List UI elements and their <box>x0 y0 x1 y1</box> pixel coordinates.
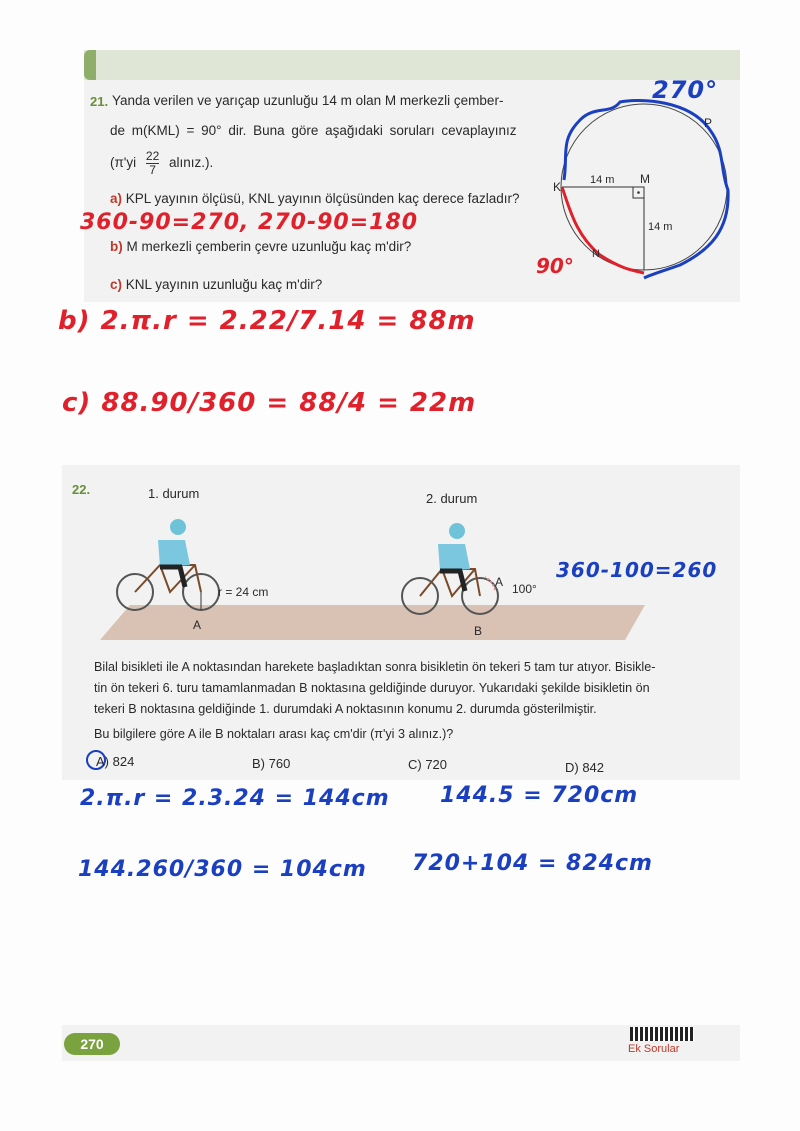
point-a-1: A <box>193 618 202 632</box>
q21-part-a <box>110 192 520 206</box>
label-n: N <box>592 248 600 260</box>
radius-label: r = 24 cm <box>218 585 269 599</box>
label-p: P <box>704 116 713 130</box>
part-text: KNL yayının uzunluğu kaç m'dir? <box>125 277 323 292</box>
q21-pi-text: (π'yi <box>110 155 137 171</box>
red-arc-mark <box>562 187 644 273</box>
state-1-label: 1. durum <box>148 486 200 501</box>
point-a-2: A <box>495 575 504 589</box>
label-radius-side: 14 m <box>648 221 673 233</box>
q22-text <box>94 657 655 745</box>
extra-questions-label[interactable]: Ek Sorular <box>628 1043 680 1055</box>
q21-line2: de m(KML) = 90° dir. Buna göre aşağıdaki soruları cevaplayınız <box>110 123 517 138</box>
bicycle-1 <box>117 565 219 610</box>
label-m: M <box>640 172 650 186</box>
part-label: c) <box>110 277 123 292</box>
label-radius-top: 14 m <box>590 174 615 186</box>
point-b: B <box>474 624 483 638</box>
hw-270: 270° <box>652 76 719 104</box>
q22-number: 22. <box>72 482 91 497</box>
qr-code-icon[interactable] <box>630 1027 694 1041</box>
option-b[interactable]: B) 760 <box>252 756 291 771</box>
q22-text-line: tin ön tekeri 6. turu tamamlanmadan B noktasına geldiğinde duruyor. Yukarıdaki şekilde bisikletin ön <box>94 681 650 695</box>
hw-sum: 720+104 = 824cm <box>412 851 653 876</box>
hw-five-turns: 144.5 = 720cm <box>440 783 639 808</box>
angle-label: 100° <box>512 582 537 596</box>
q22-question: Bu bilgilere göre A ile B noktaları arası kaç cm'dir (π'yi 3 alınız.)? <box>94 727 454 741</box>
q21-pi-tail: alınız.). <box>169 155 214 171</box>
hw-partial: 144.260/360 = 104cm <box>78 857 367 882</box>
hw-answer-c: c) 88.90/360 = 88/4 = 22m <box>62 388 477 418</box>
q22-text-line: tekeri B noktasına geldiğinde 1. durumdaki A noktasının konumu 2. durumda gösterilmiştir. <box>94 702 597 716</box>
option-a[interactable]: A) 824 <box>96 754 135 769</box>
hw-answer-b: b) 2.π.r = 2.22/7.14 = 88m <box>58 306 476 336</box>
hw-circumference: 2.π.r = 2.3.24 = 144cm <box>80 786 390 811</box>
q22-text-line: Bilal bisikleti ile A noktasından harekete başladıktan sonra bisikletin ön tekeri 5 tam tur atıyor. Bisikle- <box>94 660 656 674</box>
hw-90: 90° <box>536 254 574 278</box>
part-label: a) <box>110 191 123 206</box>
part-text: KPL yayının ölçüsü, KNL yayının ölçüsünden kaç derece fazladır? <box>125 191 520 206</box>
q21-number: 21. <box>90 94 109 109</box>
fraction-denominator: 7 <box>149 163 156 177</box>
fraction-numerator: 22 <box>145 149 160 163</box>
road <box>100 605 645 640</box>
page-number: 270 <box>64 1033 120 1055</box>
right-angle-dot <box>637 191 640 194</box>
fraction <box>146 150 159 177</box>
q21-part-b <box>110 240 411 254</box>
hw-angle-calc: 360-100=260 <box>556 558 718 582</box>
state-2-label: 2. durum <box>426 491 478 506</box>
hw-answer-a: 360-90=270, 270-90=180 <box>80 210 419 235</box>
part-text: M merkezli çemberin çevre uzunluğu kaç m'dir? <box>126 239 412 254</box>
option-c[interactable]: C) 720 <box>408 757 448 772</box>
q21-line3 <box>110 150 213 177</box>
header-tab <box>84 50 96 80</box>
q21-line1: Yanda verilen ve yarıçap uzunluğu 14 m olan M merkezli çember- <box>112 93 504 108</box>
part-label: b) <box>110 239 123 254</box>
q21-part-c <box>110 278 322 292</box>
label-k: K <box>553 180 562 194</box>
option-d[interactable]: D) 842 <box>565 760 605 775</box>
